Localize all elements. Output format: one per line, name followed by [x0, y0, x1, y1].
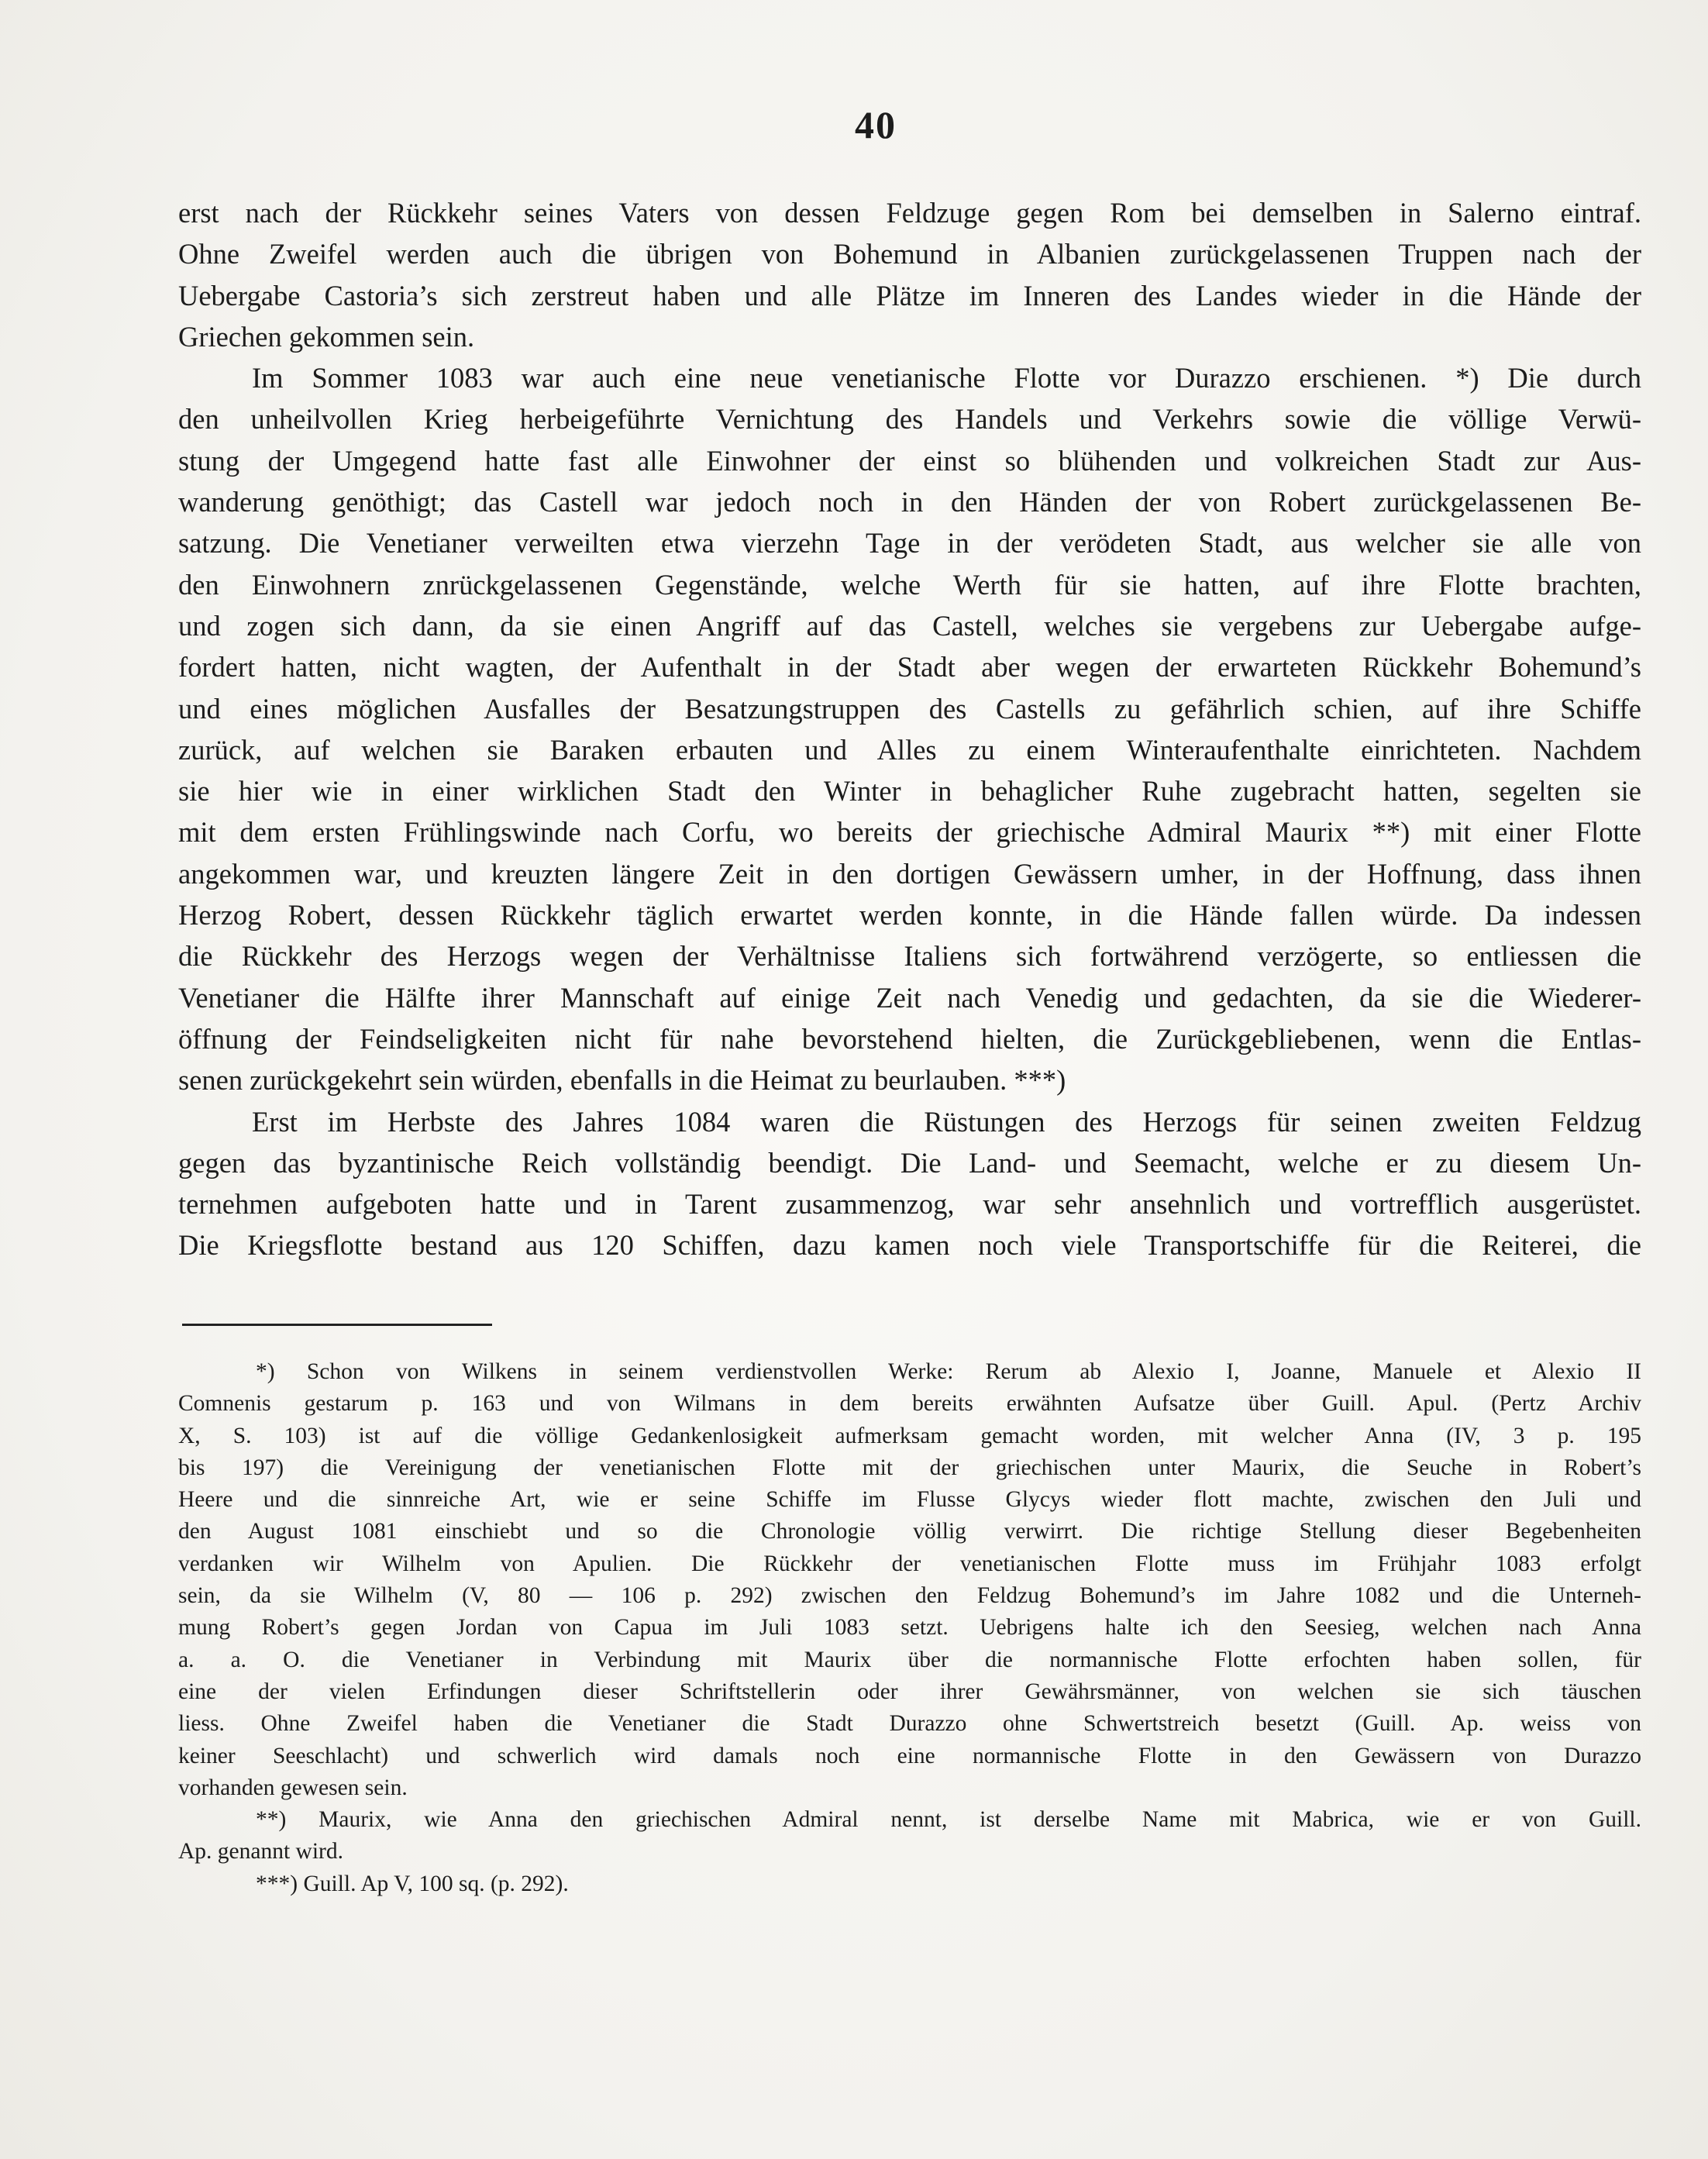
body-line: Im Sommer 1083 war auch eine neue venetianische Flotte vor Durazzo erschienen. *) Die durch [252, 362, 1641, 394]
footnote-line: **) Maurix, wie Anna den griechischen Admiral nennt, ist derselbe Name mit Mabrica, wie er von Guill. [256, 1807, 1641, 1833]
body-line: Ohne Zweifel werden auch die übrigen von Bohemund in Albanien zurückgelassenen Truppen nach der [178, 238, 1641, 270]
body-line: die Rückkehr des Herzogs wegen der Verhältnisse Italiens sich fortwährend verzögerte, so entliessen die [178, 940, 1641, 973]
body-line: den unheilvollen Krieg herbeigeführte Vernichtung des Handels und Verkehrs sowie die völlige Verwü- [178, 403, 1641, 436]
body-line: stung der Umgegend hatte fast alle Einwohner der einst so blühenden und volkreichen Stadt zur Aus- [178, 444, 1641, 477]
body-line: und zogen sich dann, da sie einen Angriff auf das Castell, welches sie vergebens zur Uebergabe aufge- [178, 609, 1641, 642]
body-line: senen zurückgekehrt sein würden, ebenfalls in die Heimat zu beurlauben. ***) [178, 1064, 1066, 1097]
footnote-line: vorhanden gewesen sein. [178, 1775, 408, 1800]
footnote-line: Heere und die sinnreiche Art, wie er seine Schiffe im Flusse Glycys wieder flott machte, zwischen den Juli und [178, 1487, 1641, 1513]
body-line: ternehmen aufgeboten hatte und in Tarent zusammenzog, war sehr ansehnlich und vortrefflich ausgerüstet. [178, 1188, 1641, 1221]
footnote-line: eine der vielen Erfindungen dieser Schriftstellerin oder ihrer Gewährsmänner, von welchen sie sich täuschen [178, 1679, 1641, 1704]
page-number: 40 [855, 103, 897, 146]
body-line: angekommen war, und kreuzten längere Zeit in den dortigen Gewässern umher, in der Hoffnung, dass ihnen [178, 857, 1641, 890]
footnote-line: ***) Guill. Ap V, 100 sq. (p. 292). [256, 1871, 569, 1896]
body-line: gegen das byzantinische Reich vollständig beendigt. Die Land- und Seemacht, welche er zu diesem Un- [178, 1146, 1641, 1179]
body-line: satzung. Die Venetianer verweilten etwa vierzehn Tage in der verödeten Stadt, aus welcher sie alle von [178, 527, 1641, 560]
footnote-line: *) Schon von Wilkens in seinem verdienstvollen Werke: Rerum ab Alexio I, Joanne, Manuele et Alexio II [256, 1359, 1641, 1384]
body-line: öffnung der Feindseligkeiten nicht für nahe bevorstehend hielten, die Zurückgebliebenen, wenn die Entlas- [178, 1022, 1641, 1055]
footnote-divider [182, 1324, 492, 1326]
footnote-line: mung Robert’s gegen Jordan von Capua im Juli 1083 setzt. Uebrigens halte ich den Seesieg, welchen nach Anna [178, 1615, 1641, 1641]
body-line: Herzog Robert, dessen Rückkehr täglich erwartet werden konnte, in die Hände fallen würde. Da indessen [178, 899, 1641, 931]
body-line: Venetianer die Hälfte ihrer Mannschaft auf einige Zeit nach Venedig und gedachten, da sie die Wiederer- [178, 981, 1641, 1014]
body-text [178, 192, 1641, 1266]
footnote-line: Comnenis gestarum p. 163 und von Wilmans in dem bereits erwähnten Aufsatze über Guill. Apul. (Pertz Archiv [178, 1391, 1641, 1417]
body-line: erst nach der Rückkehr seines Vaters von dessen Feldzuge gegen Rom bei demselben in Salerno eintraf. [178, 197, 1641, 229]
footnote-line: verdanken wir Wilhelm von Apulien. Die Rückkehr der venetianischen Flotte muss im Frühjahr 1083 erfolgt [178, 1551, 1641, 1576]
body-line: den Einwohnern znrückgelassenen Gegenstände, welche Werth für sie hatten, auf ihre Flotte brachten, [178, 568, 1641, 601]
body-line: zurück, auf welchen sie Baraken erbauten und Alles zu einem Winteraufenthalte einrichteten. Nachdem [178, 733, 1641, 766]
body-line: und eines möglichen Ausfalles der Besatzungstruppen des Castells zu gefährlich schien, auf ihre Schiffe [178, 692, 1641, 725]
body-line: Griechen gekommen sein. [178, 320, 475, 353]
footnote-line: sein, da sie Wilhelm (V, 80 — 106 p. 292) zwischen den Feldzug Bohemund’s im Jahre 1082 und die Unterneh- [178, 1583, 1641, 1609]
body-line: Uebergabe Castoria’s sich zerstreut haben und alle Plätze im Inneren des Landes wieder in die Hände der [178, 279, 1641, 312]
body-line: Die Kriegsflotte bestand aus 120 Schiffen, dazu kamen noch viele Transportschiffe für die Reiterei, die [178, 1229, 1641, 1262]
footnote-line: liess. Ohne Zweifel haben die Venetianer die Stadt Durazzo ohne Schwertstreich besetzt (Guill. Ap. weiss von [178, 1711, 1641, 1737]
body-line: mit dem ersten Frühlingswinde nach Corfu, wo bereits der griechische Admiral Maurix **) mit einer Flotte [178, 816, 1641, 849]
footnote-line: a. a. O. die Venetianer in Verbindung mit Maurix über die normannische Flotte erfochten haben sollen, für [178, 1647, 1641, 1672]
footnotes [178, 1356, 1641, 1900]
body-line: wanderung genöthigt; das Castell war jedoch noch in den Händen der von Robert zurückgelassenen Be- [178, 486, 1641, 518]
footnote-line: keiner Seeschlacht) und schwerlich wird damals noch eine normannische Flotte in den Gewässern von Durazzo [178, 1743, 1641, 1768]
footnote-line: den August 1081 einschiebt und so die Chronologie völlig verwirrt. Die richtige Stellung dieser Begebenheiten [178, 1519, 1641, 1544]
body-line: Erst im Herbste des Jahres 1084 waren die Rüstungen des Herzogs für seinen zweiten Feldzug [252, 1105, 1641, 1138]
body-line: sie hier wie in einer wirklichen Stadt den Winter in behaglicher Ruhe zugebracht hatten, segelten sie [178, 775, 1641, 807]
footnote-line: bis 197) die Vereinigung der venetianischen Flotte mit der griechischen unter Maurix, die Seuche in Robert’s [178, 1455, 1641, 1480]
footnote-line: Ap. genannt wird. [178, 1839, 344, 1865]
footnote-line: X, S. 103) ist auf die völlige Gedankenlosigkeit aufmerksam gemacht worden, mit welcher Anna (IV, 3 p. 195 [178, 1423, 1641, 1448]
body-line: fordert hatten, nicht wagten, der Aufenthalt in der Stadt aber wegen der erwarteten Rückkehr Bohemund’s [178, 651, 1641, 684]
